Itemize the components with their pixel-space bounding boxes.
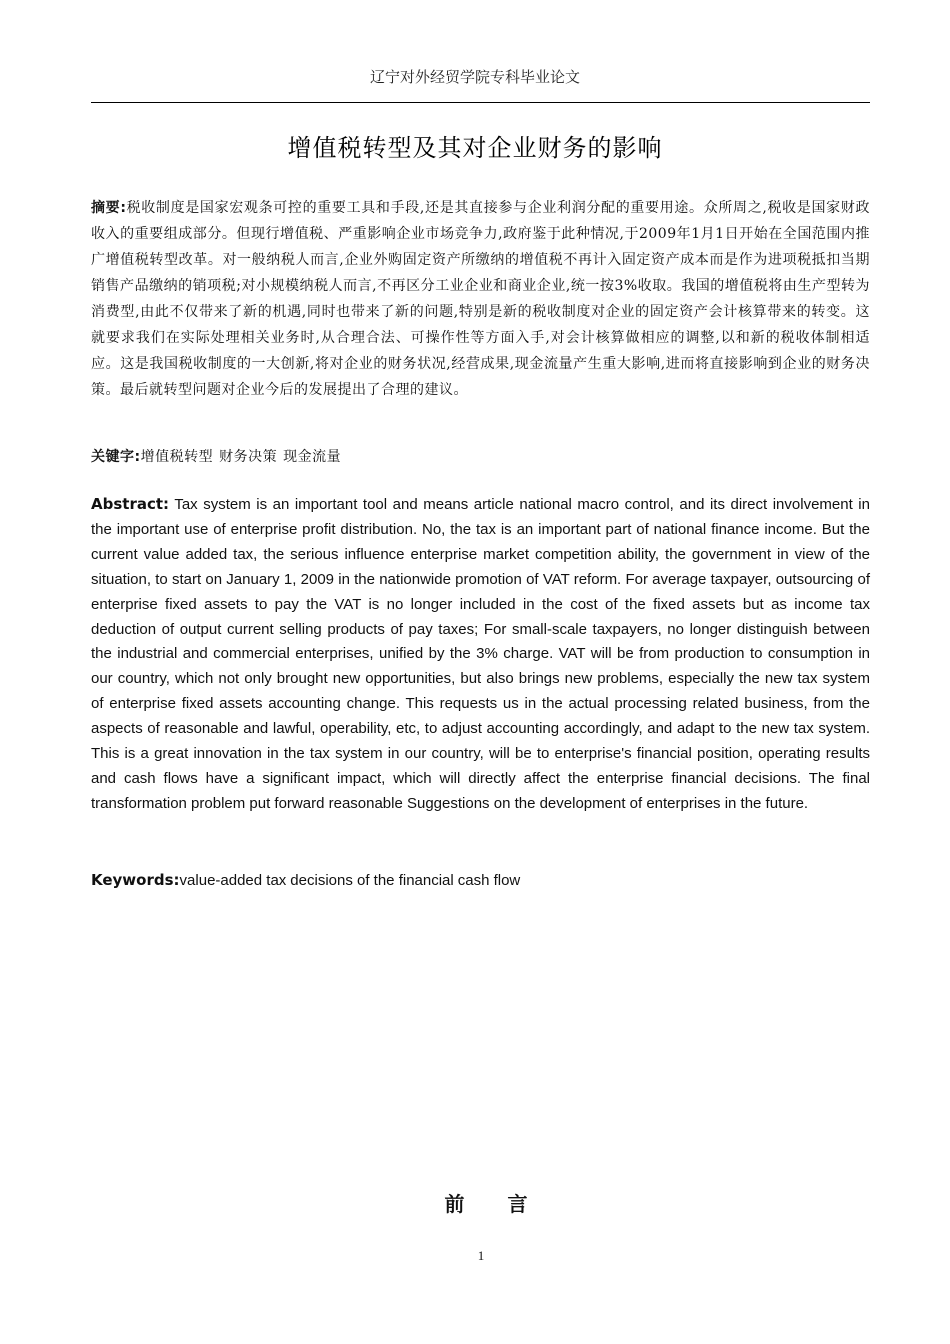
- chinese-abstract-label: 摘要:: [91, 200, 127, 216]
- english-keyword: cash flow: [457, 872, 521, 889]
- chinese-abstract-text: 税收制度是国家宏观条可控的重要工具和手段,还是其直接参与企业利润分配的重要用途。众所周之,税收是国家财政收入的重要组成部分。但现行增值税、严重影响企业市场竞争力,政府鉴于此种情况,于2009年1月1日开始在全国范围内推广增值税转型改革。对一般纳税人而言,企业外购固定资产所缴纳的增值税不再计入固定资产成本而是作为进项税抵扣当期销售产品缴纳的销项税;对小规模纳税人而言,不再区分工业企业和商业企业,统一按3%收取。我国的增值税将由生产型转为消费型,由此不仅带来了新的机遇,同时也带来了新的问题,特别是新的税收制度对企业的固定资产会计核算带来的转变。这就要求我们在实际处理相关业务时,从合理合法、可操作性等方面入手,对会计核算做相应的调整,以和新的税收体制相适应。这是我国税收制度的一大创新,将对企业的财务状况,经营成果,现金流量产生重大影响,进而将直接影响到企业的财务决策。最后就转型问题对企业今后的发展提出了合理的建议。: [91, 200, 870, 398]
- paper-title: 增值税转型及其对企业财务的影响: [287, 134, 663, 162]
- chinese-abstract: [91, 195, 870, 403]
- header-divider: [91, 102, 870, 103]
- english-abstract-label: Abstract:: [91, 495, 170, 513]
- page-number: 1: [477, 1248, 485, 1263]
- english-keyword: decisions of the financial: [290, 872, 454, 889]
- english-keywords-label: Keywords:: [91, 871, 180, 889]
- chinese-keyword: 财务决策: [219, 449, 278, 465]
- chinese-keywords: [91, 444, 870, 470]
- english-keywords: [91, 868, 870, 893]
- english-abstract: [91, 492, 870, 817]
- page-header: 辽宁对外经贸学院专科毕业论文: [369, 68, 580, 86]
- chinese-keywords-label: 关键字:: [91, 449, 141, 465]
- preface-heading: 前 言: [444, 1192, 546, 1216]
- chinese-keyword: 现金流量: [283, 449, 342, 465]
- english-keyword: value-added tax: [179, 872, 287, 889]
- english-abstract-text: Tax system is an important tool and means article national macro control, and its direct involvement in the important use of enterprise profit distribution. No, the tax is an important part of national finance income. But the current value added tax, the serious influence enterprise market competition ability, the government in view of the situation, to start on January 1, 2009 in the nationwide promotion of VAT reform. For average taxpayer, outsourcing of enterprise fixed assets to pay the VAT is no longer included in the cost of the fixed assets but as income tax deduction of output current selling products of pay taxes; For small-scale taxpayers, no longer distinguish between the industrial and commercial enterprises, unified by the 3% charge. VAT will be from production to consumption in our country, which not only brought new opportunities, but also brings new problems, especially the new tax system of enterprise fixed assets accounting change. This requests us in the actual processing related business, from the aspects of reasonable and lawful, operability, etc, to adjust accounting accordingly, and adapt to the new tax system. This is a great innovation in the tax system in our country, will be to enterprise's financial position, operating results and cash flows have a significant impact, which will directly affect the enterprise financial decisions. The final transformation problem put forward reasonable Suggestions on the development of enterprises in the future.: [91, 496, 870, 812]
- chinese-keyword: 增值税转型: [140, 449, 214, 465]
